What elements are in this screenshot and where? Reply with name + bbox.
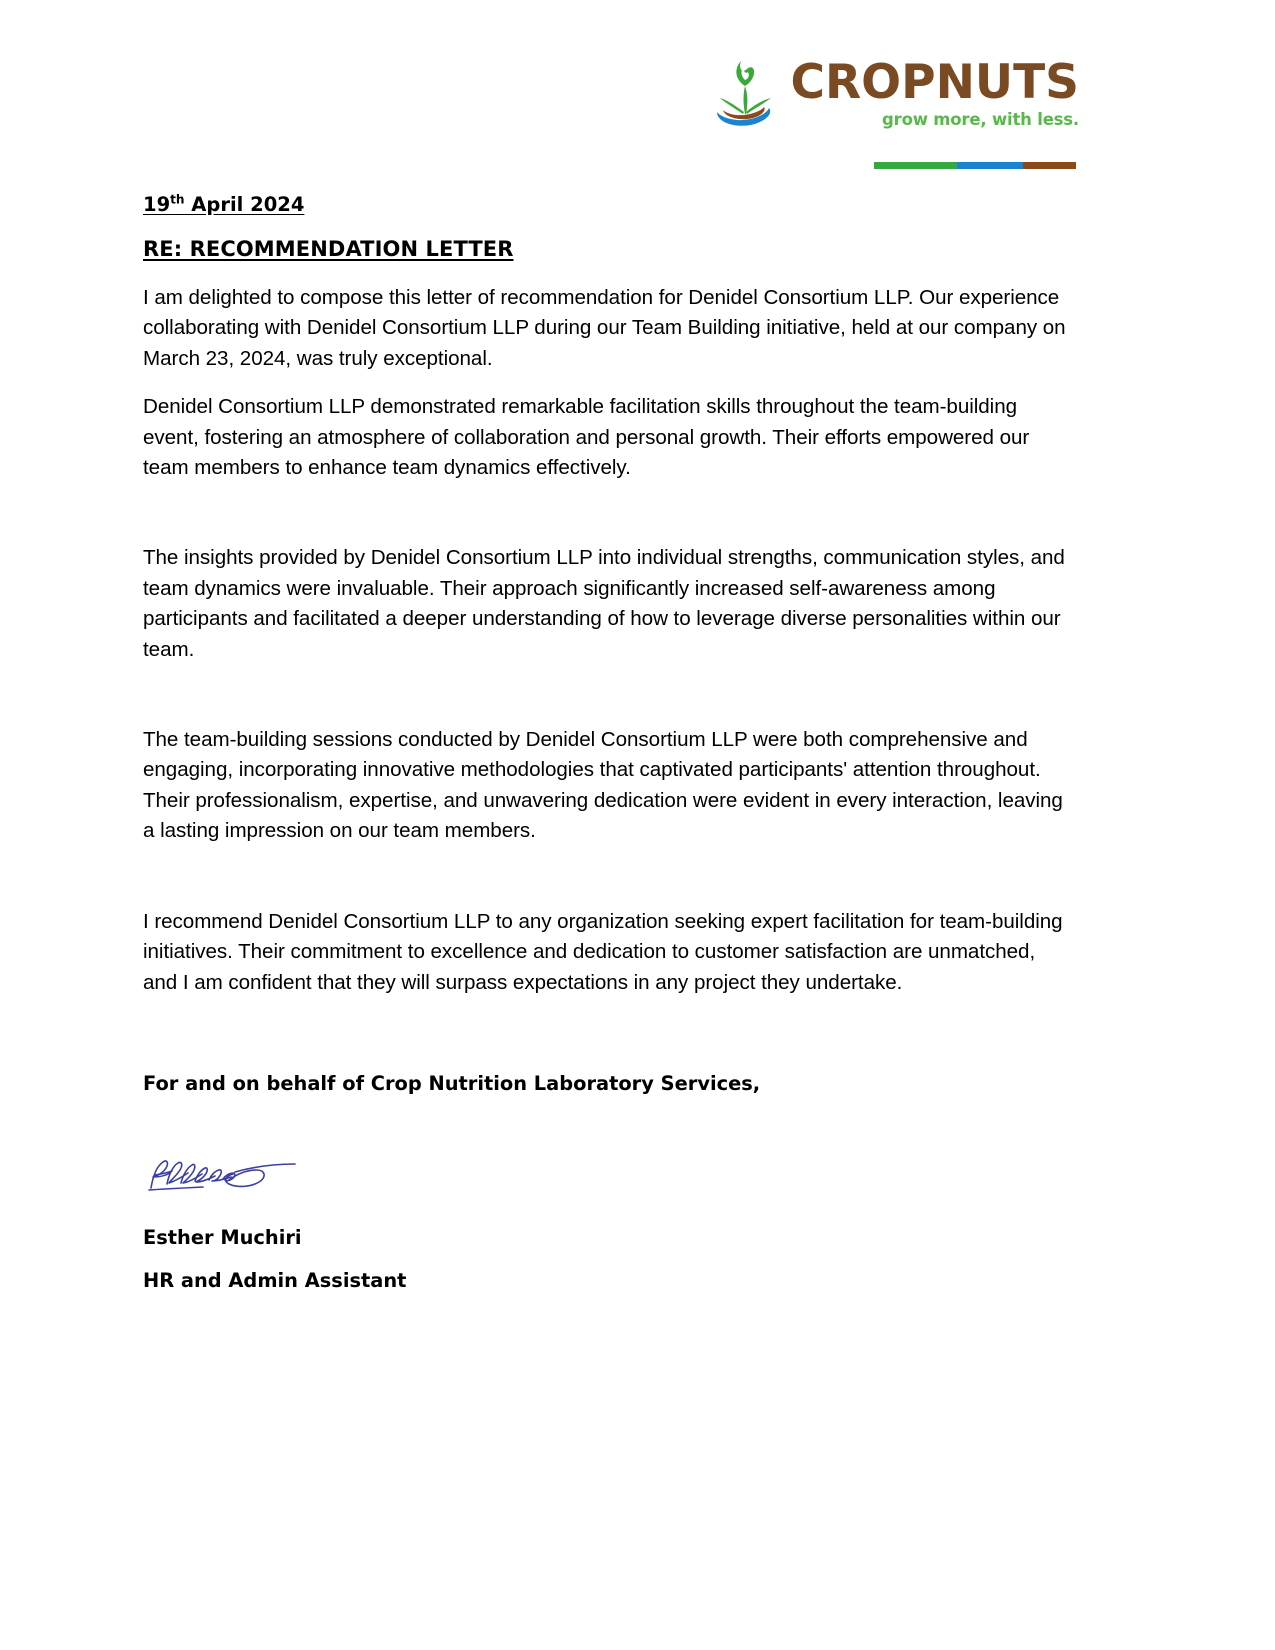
paragraph-5: I recommend Denidel Consortium LLP to any organization seeking expert facilitation for team-building initiatives. Their commitment to excellence and dedication to customer satisfaction are unmatched, and I am confident that they will surpass expectations in any project they undertake. xyxy=(143,909,1063,994)
letter-subject xyxy=(143,235,1069,263)
rule-segment-green xyxy=(874,162,957,169)
handwritten-signature-icon xyxy=(143,1150,1069,1198)
rule-segment-blue xyxy=(957,162,1024,169)
subject-text: RE: RECOMMENDATION LETTER xyxy=(143,237,514,261)
paragraph-2: Denidel Consortium LLP demonstrated remarkable facilitation skills throughout the team-building event, fostering an atmosphere of collaboration and personal growth. Their efforts empowered our team members to enhance team dynamics effectively. xyxy=(143,395,1030,480)
date-rest: April 2024 xyxy=(184,193,305,216)
paragraph-3: The insights provided by Denidel Consortium LLP into individual strengths, communication styles, and team dynamics were invaluable. Their approach significantly increased self-awareness among participants and facilitated a deeper understanding of how to leverage diverse personalities within our team. xyxy=(143,546,1065,661)
date-day: 19 xyxy=(143,193,171,216)
rule-segment-brown xyxy=(1023,162,1076,169)
letterhead-rule xyxy=(874,162,1076,169)
sprouting-plant-in-bowl-logo-icon xyxy=(703,52,787,136)
letter-body xyxy=(143,192,1069,1295)
brand-name: CROPNUTS xyxy=(790,55,1079,110)
letter-date xyxy=(143,192,1069,218)
paragraph-4: The team-building sessions conducted by Denidel Consortium LLP were both comprehensive and engaging, incorporating innovative methodologies that captivated participants' attention throughout. Their professionalism, expertise, and unwavering dedication were evident in every interaction, leaving a lasting impression on our team members. xyxy=(143,728,1063,843)
signer-name: Esther Muchiri xyxy=(143,1225,302,1249)
signer-title: HR and Admin Assistant xyxy=(143,1268,407,1292)
paragraph-1: I am delighted to compose this letter of recommendation for Denidel Consortium LLP. Our experience collaborating with Denidel Consortium LLP during our Team Building initiative, held at our company on March 23, 2024, was truly exceptional. xyxy=(143,286,1066,370)
logo-wordmark xyxy=(791,52,1080,130)
brand-tagline: grow more, with less. xyxy=(882,110,1079,129)
date-ordinal: th xyxy=(170,192,185,207)
signature-block xyxy=(143,1150,1069,1218)
cropnuts-logo xyxy=(703,52,1080,136)
closing-line: For and on behalf of Crop Nutrition Laboratory Services, xyxy=(143,1071,761,1095)
letterhead xyxy=(0,0,1275,185)
